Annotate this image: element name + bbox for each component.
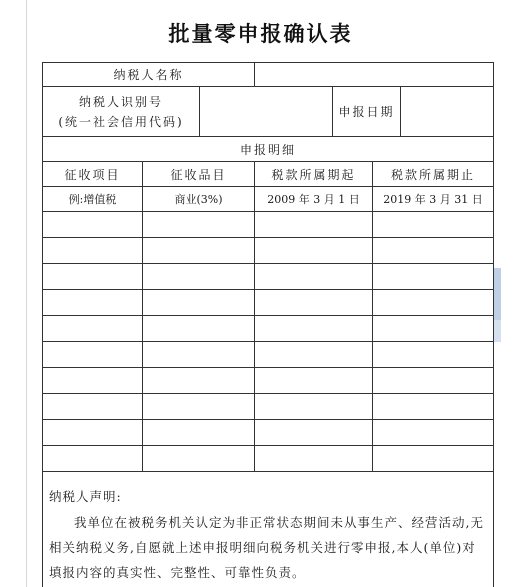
table-cell[interactable] bbox=[255, 264, 373, 290]
taxpayer-name-label: 纳税人名称 bbox=[43, 63, 255, 87]
table-cell[interactable] bbox=[143, 342, 255, 368]
table-cell[interactable] bbox=[43, 342, 143, 368]
declaration-cell bbox=[43, 472, 494, 587]
table-cell[interactable] bbox=[43, 394, 143, 420]
left-page-rule bbox=[26, 0, 27, 587]
table-cell[interactable] bbox=[373, 290, 494, 316]
column-header-period-start: 税款所属期起 bbox=[255, 162, 373, 187]
confirmation-form-table bbox=[42, 62, 494, 587]
scroll-indicator-upper bbox=[494, 268, 501, 320]
table-cell[interactable] bbox=[373, 394, 494, 420]
taxpayer-id-label-line1: 纳税人识别号 bbox=[78, 94, 163, 109]
table-cell[interactable] bbox=[255, 342, 373, 368]
table-cell[interactable] bbox=[143, 264, 255, 290]
scroll-indicator-lower bbox=[494, 320, 501, 342]
form-title: 批量零申报确认表 bbox=[168, 22, 353, 46]
taxpayer-id-label bbox=[43, 87, 200, 137]
table-cell[interactable] bbox=[255, 316, 373, 342]
table-cell[interactable] bbox=[43, 238, 143, 264]
table-cell[interactable] bbox=[255, 238, 373, 264]
details-label: 申报明细 bbox=[43, 137, 494, 162]
details-header-row bbox=[43, 137, 494, 162]
taxpayer-id-field[interactable] bbox=[200, 87, 333, 137]
taxpayer-name-row bbox=[43, 63, 494, 87]
table-row bbox=[43, 187, 494, 212]
table-cell[interactable] bbox=[43, 290, 143, 316]
table-cell[interactable] bbox=[43, 212, 143, 238]
table-cell[interactable] bbox=[255, 368, 373, 394]
table-row bbox=[43, 342, 494, 368]
table-cell[interactable] bbox=[43, 316, 143, 342]
table-cell[interactable] bbox=[373, 316, 494, 342]
sample-period-start: 2009 年 3 月 1 日 bbox=[255, 187, 373, 212]
taxpayer-id-label-line2: (统一社会信用代码) bbox=[58, 114, 184, 129]
table-cell[interactable] bbox=[143, 446, 255, 472]
table-cell[interactable] bbox=[143, 420, 255, 446]
table-cell[interactable] bbox=[373, 420, 494, 446]
table-cell[interactable] bbox=[255, 446, 373, 472]
table-cell[interactable] bbox=[143, 238, 255, 264]
table-cell[interactable] bbox=[43, 264, 143, 290]
table-row bbox=[43, 264, 494, 290]
table-cell[interactable] bbox=[143, 316, 255, 342]
table-cell[interactable] bbox=[373, 342, 494, 368]
declaration-body: 我单位在被税务机关认定为非正常状态期间未从事生产、经营活动,无相关纳税义务,自愿就上述申报明细向税务机关进行零申报,本人(单位)对填报内容的真实性、完整性、可靠性负责。 bbox=[49, 515, 484, 580]
table-cell[interactable] bbox=[143, 212, 255, 238]
table-row bbox=[43, 368, 494, 394]
table-row bbox=[43, 238, 494, 264]
table-cell[interactable] bbox=[373, 446, 494, 472]
declaration-row bbox=[43, 472, 494, 587]
table-cell[interactable] bbox=[373, 238, 494, 264]
table-cell[interactable] bbox=[143, 290, 255, 316]
column-header-tax-category: 征收品目 bbox=[143, 162, 255, 187]
sample-tax-item: 例:增值税 bbox=[43, 187, 143, 212]
table-cell[interactable] bbox=[43, 446, 143, 472]
table-row bbox=[43, 316, 494, 342]
column-header-period-end: 税款所属期止 bbox=[373, 162, 494, 187]
table-cell[interactable] bbox=[143, 394, 255, 420]
table-row bbox=[43, 394, 494, 420]
taxpayer-name-field[interactable] bbox=[255, 63, 494, 87]
table-row bbox=[43, 420, 494, 446]
table-row bbox=[43, 290, 494, 316]
table-cell[interactable] bbox=[143, 368, 255, 394]
taxpayer-id-row bbox=[43, 87, 494, 137]
sample-tax-category: 商业(3%) bbox=[143, 187, 255, 212]
table-cell[interactable] bbox=[255, 290, 373, 316]
declaration-title: 纳税人声明: bbox=[49, 489, 122, 504]
table-cell[interactable] bbox=[255, 420, 373, 446]
table-row bbox=[43, 446, 494, 472]
table-row bbox=[43, 212, 494, 238]
table-cell[interactable] bbox=[373, 212, 494, 238]
column-header-tax-item: 征收项目 bbox=[43, 162, 143, 187]
table-cell[interactable] bbox=[373, 264, 494, 290]
declare-date-label: 申报日期 bbox=[333, 87, 401, 137]
table-cell[interactable] bbox=[255, 212, 373, 238]
table-cell[interactable] bbox=[373, 368, 494, 394]
table-cell[interactable] bbox=[43, 368, 143, 394]
table-cell[interactable] bbox=[255, 394, 373, 420]
sample-period-end: 2019 年 3 月 31 日 bbox=[373, 187, 494, 212]
column-header-row bbox=[43, 162, 494, 187]
declare-date-field[interactable] bbox=[401, 87, 494, 137]
table-cell[interactable] bbox=[43, 420, 143, 446]
